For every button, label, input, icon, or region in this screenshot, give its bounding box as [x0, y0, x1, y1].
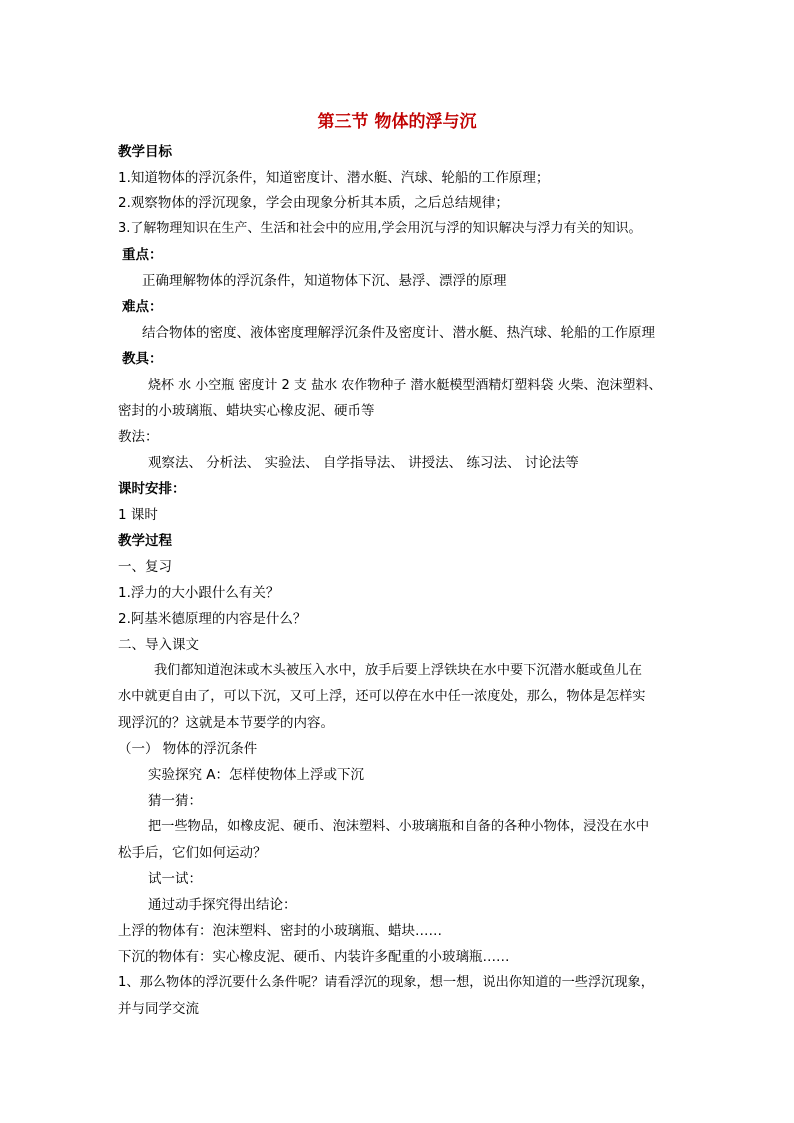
goal-2: 2.观察物体的浮沉现象，学会由现象分析其本质，之后总结规律；	[118, 195, 509, 211]
goal-3: 3.了解物理知识在生产、生活和社会中的应用,学会用沉与浮的知识解决与浮力有关的知识。	[118, 221, 642, 236]
intro-paragraph-line-1: 我们都知道泡沫或木头被压入水中，放手后要上浮铁块在水中要下沉潜水艇或鱼儿在	[154, 663, 642, 678]
goal-1: 1.知道物体的浮沉条件，知道密度计、潜水艇、汽球、轮船的工作原理；	[118, 170, 550, 186]
heading-teaching-process: 教学过程	[118, 533, 172, 549]
intro-paragraph-line-2: 水中就更自由了，可以下沉，又可上浮，还可以停在水中任一浓度处，那么，物体是怎样实	[118, 689, 646, 704]
heading-difficulties: 难点：	[122, 299, 163, 315]
teaching-aids-line-2: 密封的小玻璃瓶、蜡块实心橡皮泥、硬币等	[118, 403, 375, 419]
heading-key-points: 重点：	[122, 247, 163, 263]
intro-paragraph-line-3: 现浮沉的？这就是本节要学的内容。	[118, 715, 334, 731]
review-question-2: 2.阿基米德原理的内容是什么？	[118, 611, 307, 627]
sinking-objects: 下沉的物体有：实心橡皮泥、硬币、内装许多配重的小玻璃瓶……	[118, 949, 510, 965]
difficulties-text: 结合物体的密度、液体密度理解浮沉条件及密度计、潜水艇、热汽球、轮船的工作原理	[142, 325, 655, 341]
guess-text-line-2: 松手后，它们如何运动？	[118, 845, 267, 861]
guess-text-line-1: 把一些物品，如橡皮泥、硬币、泡沫塑料、小玻璃瓶和自备的各种小物体，浸没在水中	[148, 819, 650, 834]
guess-heading: 猜一猜：	[148, 793, 202, 809]
try-heading: 试一试：	[148, 871, 202, 887]
floating-objects: 上浮的物体有：泡沫塑料、密封的小玻璃瓶、蜡块……	[118, 923, 442, 939]
experiment-a: 实验探究 A：怎样使物体上浮或下沉	[148, 767, 365, 783]
subsection-float-sink-conditions: （一） 物体的浮沉条件	[118, 741, 258, 757]
teaching-methods-text: 观察法、 分析法、 实验法、 自学指导法、 讲授法、 练习法、 讨论法等	[148, 455, 579, 471]
key-points-text: 正确理解物体的浮沉条件，知道物体下沉、悬浮、漂浮的原理	[142, 273, 507, 289]
question-line-2: 并与同学交流	[118, 1001, 199, 1017]
section-review: 一、复习	[118, 559, 172, 575]
heading-teaching-methods: 教法：	[118, 429, 159, 445]
question-line-1: 1、那么物体的浮沉要什么条件呢？请看浮沉的现象，想一想，说出你知道的一些浮沉现象，	[118, 975, 654, 990]
schedule-text: 1 课时	[118, 507, 158, 523]
heading-schedule: 课时安排：	[118, 481, 186, 497]
document-title: 第三节 物体的浮与沉	[317, 112, 477, 132]
heading-teaching-aids: 教具：	[122, 351, 163, 367]
conclusion-intro: 通过动手探究得出结论：	[148, 897, 297, 913]
section-introduction: 二、导入课文	[118, 637, 199, 653]
heading-teaching-goals: 教学目标	[118, 144, 172, 160]
review-question-1: 1.浮力的大小跟什么有关？	[118, 585, 280, 601]
teaching-aids-line-1: 烧杯 水 小空瓶 密度计 2 支 盐水 农作物种子 潜水艇模型酒精灯塑料袋 火柴、泡沫塑料、	[148, 378, 662, 393]
